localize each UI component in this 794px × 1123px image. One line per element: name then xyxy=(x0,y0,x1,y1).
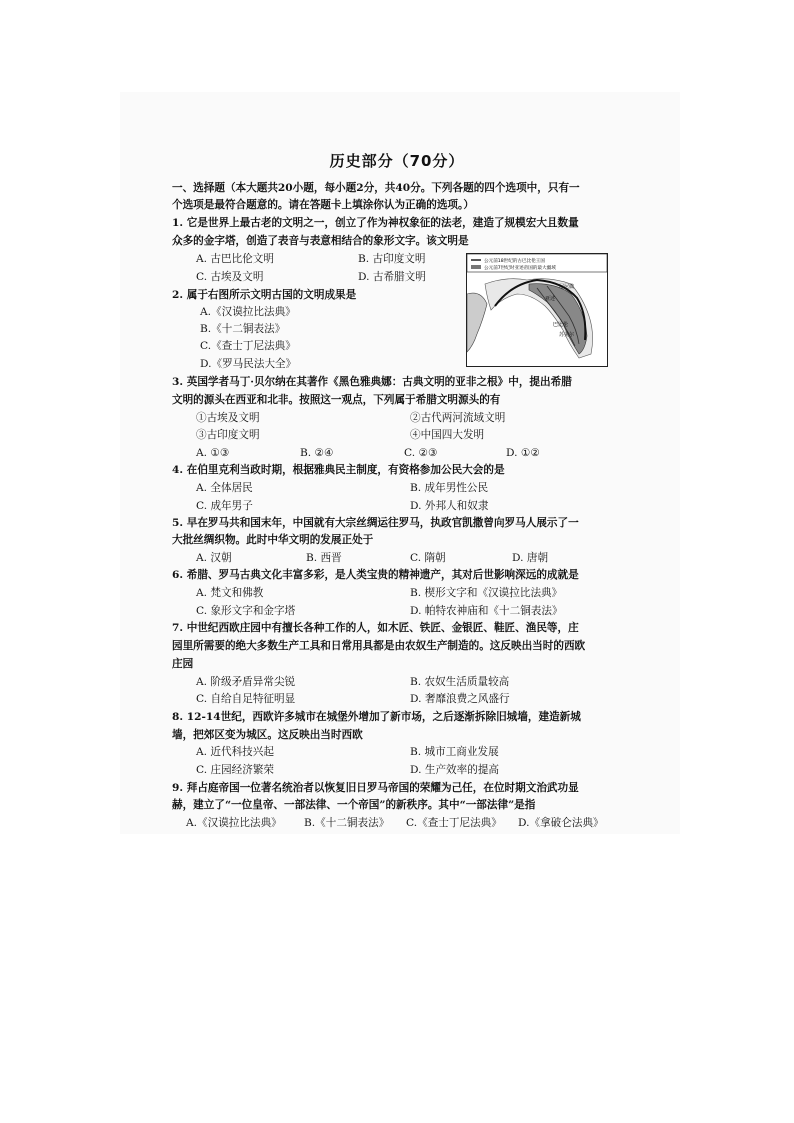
q8-option-c[interactable]: C. 庄园经济繁荣 xyxy=(196,764,275,776)
map-legend-1: 公元前18世纪的古巴比伦王国 xyxy=(484,259,545,264)
q9-option-d[interactable]: D.《拿破仑法典》 xyxy=(518,817,604,829)
section-intro-line-1: 一、选择题（本大题共20小题，每小题2分，共40分。下列各题的四个选项中，只有一 xyxy=(172,182,580,194)
map-label-nineveh: 尼尼微 xyxy=(559,284,575,290)
q9-option-c[interactable]: C.《查士丁尼法典》 xyxy=(406,817,502,829)
q7-stem-line-3: 庄园 xyxy=(172,658,194,670)
q3-stem-line-2: 文明的源头在西亚和北非。按照这一观点，下列属于希腊文明源头的有 xyxy=(172,394,501,406)
q1-option-b[interactable]: B. 古印度文明 xyxy=(358,253,426,265)
q5-option-c[interactable]: C. 隋朝 xyxy=(410,552,446,564)
q1-stem-line-2: 众多的金字塔，创造了表音与表意相结合的象形文字。该文明是 xyxy=(172,235,469,247)
map-label-sumer: 苏美尔 xyxy=(559,332,575,338)
q7-stem-line-1: 7. 中世纪西欧庄园中有擅长各种工作的人，如木匠、铁匠、金银匠、鞋匠、渔民等，庄 xyxy=(172,622,579,634)
q8-option-b[interactable]: B. 城市工商业发展 xyxy=(410,746,499,758)
q5-stem-line-2: 大批丝绸织物。此时中华文明的发展正处于 xyxy=(172,534,374,546)
q8-option-d[interactable]: D. 生产效率的提高 xyxy=(410,764,500,776)
q7-option-b[interactable]: B. 农奴生活质量较高 xyxy=(410,676,510,688)
q3-option-a[interactable]: A. ①③ xyxy=(196,447,230,459)
q3-item-2: ②古代两河流域文明 xyxy=(410,412,506,424)
q3-item-4: ④中国四大发明 xyxy=(410,429,485,441)
map-figure xyxy=(467,254,607,366)
q9-stem-line-2: 赫，建立了“一位皇帝、一部法律、一个帝国”的新秩序。其中“一部法律”是指 xyxy=(172,799,536,811)
q4-option-d[interactable]: D. 外邦人和奴隶 xyxy=(410,500,489,512)
q2-option-c[interactable]: C.《查士丁尼法典》 xyxy=(200,340,296,352)
q2-option-a[interactable]: A.《汉谟拉比法典》 xyxy=(200,306,296,318)
q6-option-b[interactable]: B. 楔形文字和《汉谟拉比法典》 xyxy=(410,587,563,599)
q3-stem-line-1: 3. 英国学者马丁·贝尔纳在其著作《黑色雅典娜：古典文明的亚非之根》中，提出希腊 xyxy=(172,376,572,388)
q8-option-a[interactable]: A. 近代科技兴起 xyxy=(196,746,274,758)
q9-option-a[interactable]: A.《汉谟拉比法典》 xyxy=(186,817,282,829)
q7-stem-line-2: 园里所需要的绝大多数生产工具和日常用具都是由农奴生产制造的。这反映出当时的西欧 xyxy=(172,640,586,652)
page-title: 历史部分（70分） xyxy=(329,152,465,170)
q2-stem: 2. 属于右图所示文明古国的文明成果是 xyxy=(172,289,357,301)
mesopotamia-map xyxy=(466,253,608,367)
q1-option-d[interactable]: D. 古希腊文明 xyxy=(358,271,426,283)
q4-stem: 4. 在伯里克利当政时期，根据雅典民主制度，有资格参加公民大会的是 xyxy=(172,464,505,476)
q3-item-1: ①古埃及文明 xyxy=(196,412,260,424)
q5-stem-line-1: 5. 早在罗马共和国末年，中国就有大宗丝绸运往罗马，执政官凯撒曾向罗马人展示了一 xyxy=(172,517,579,529)
q1-option-c[interactable]: C. 古埃及文明 xyxy=(196,271,264,283)
map-legend-2: 公元前7世纪时亚述帝国的最大疆域 xyxy=(484,266,556,271)
q5-option-b[interactable]: B. 西晋 xyxy=(306,552,342,564)
q7-option-a[interactable]: A. 阶级矛盾异常尖锐 xyxy=(196,676,296,688)
q4-option-b[interactable]: B. 成年男性公民 xyxy=(410,482,489,494)
q6-stem: 6. 希腊、罗马古典文化丰富多彩，是人类宝贵的精神遗产，其对后世影响深远的成就是 xyxy=(172,569,579,581)
q8-stem-line-1: 8. 12-14世纪，西欧许多城市在城堡外增加了新市场，之后逐渐拆除旧城墙，建造新城 xyxy=(172,711,581,723)
q8-stem-line-2: 墙，把郊区变为城区。这反映出当时西欧 xyxy=(172,729,363,741)
map-label-babylon: 巴比伦 xyxy=(553,322,569,328)
q6-option-c[interactable]: C. 象形文字和金字塔 xyxy=(196,605,296,617)
q9-option-b[interactable]: B.《十二铜表法》 xyxy=(304,817,390,829)
q4-option-a[interactable]: A. 全体居民 xyxy=(196,482,253,494)
q1-option-a[interactable]: A. 古巴比伦文明 xyxy=(196,253,274,265)
q5-option-a[interactable]: A. 汉朝 xyxy=(196,552,232,564)
q7-option-c[interactable]: C. 自给自足特征明显 xyxy=(196,693,296,705)
q3-option-c[interactable]: C. ②③ xyxy=(404,447,438,459)
q1-stem-line-1: 1. 它是世界上最古老的文明之一，创立了作为神权象征的法老，建造了规模宏大且数量 xyxy=(172,217,579,229)
q3-option-b[interactable]: B. ②④ xyxy=(300,447,334,459)
q5-option-d[interactable]: D. 唐朝 xyxy=(512,552,549,564)
q4-option-c[interactable]: C. 成年男子 xyxy=(196,500,253,512)
q9-stem-line-1: 9. 拜占庭帝国一位著名统治者以恢复旧日罗马帝国的荣耀为己任，在位时期文治武功显 xyxy=(172,782,579,794)
q3-option-d[interactable]: D. ①② xyxy=(506,447,540,459)
q6-option-a[interactable]: A. 梵文和佛教 xyxy=(196,587,264,599)
q3-item-3: ③古印度文明 xyxy=(196,429,260,441)
q6-option-d[interactable]: D. 帕特农神庙和《十二铜表法》 xyxy=(410,605,563,617)
q2-option-d[interactable]: D.《罗马民法大全》 xyxy=(200,358,297,370)
section-intro-line-2: 个选项是最符合题意的。请在答题卡上填涂你认为正确的选项。） xyxy=(172,199,474,211)
q7-option-d[interactable]: D. 奢靡浪费之风盛行 xyxy=(410,693,510,705)
q2-option-b[interactable]: B.《十二铜表法》 xyxy=(200,323,286,335)
map-label-assyria: 亚述 xyxy=(545,296,556,302)
